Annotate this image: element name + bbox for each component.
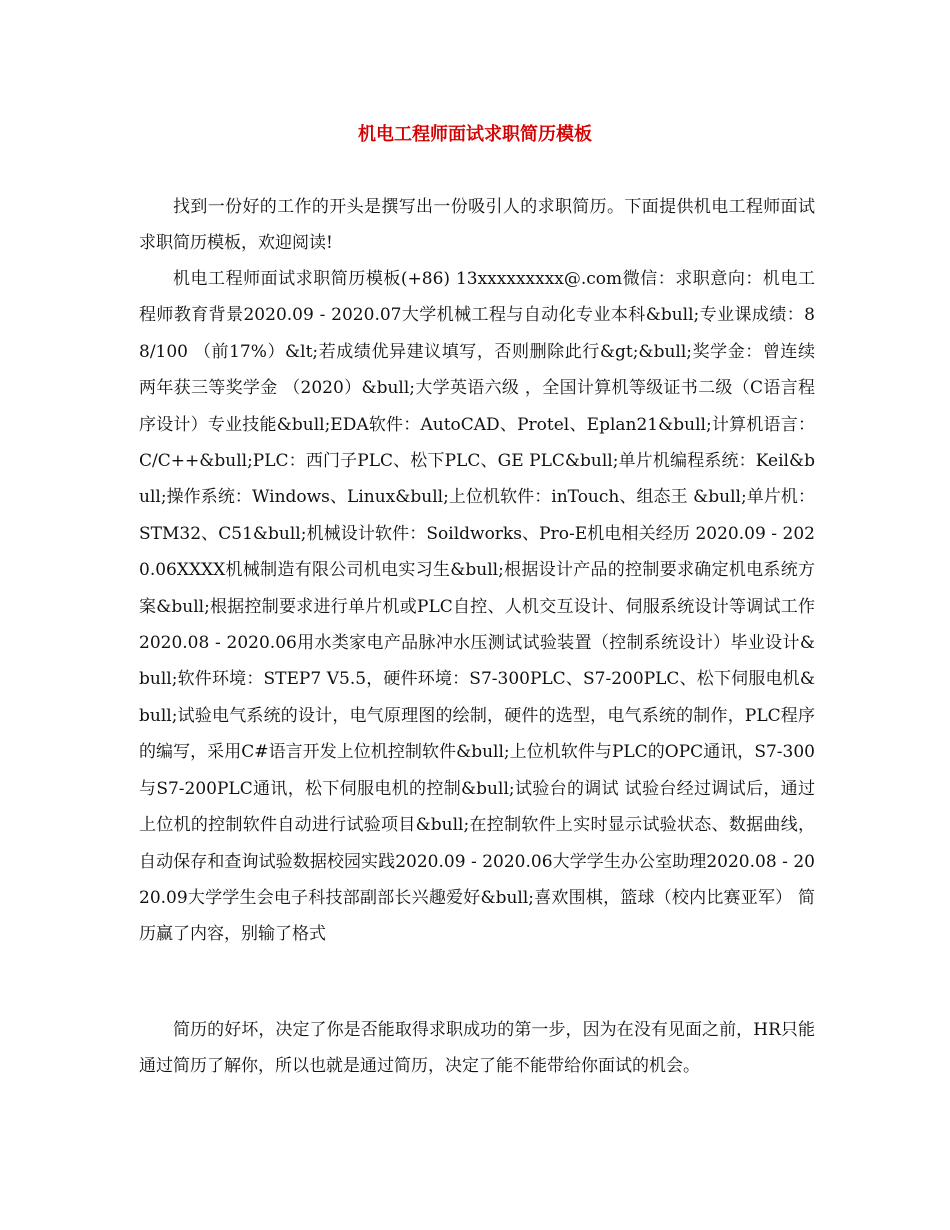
intro-paragraph: 找到一份好的工作的开头是撰写出一份吸引人的求职简历。下面提供机电工程师面试求职简历模板，欢迎阅读! bbox=[139, 197, 815, 254]
closing-paragraph: 简历的好坏，决定了你是否能取得求职成功的第一步，因为在没有见面之前，HR只能通过简历了解你，所以也就是通过简历，决定了能不能带给你面试的机会。 bbox=[139, 1020, 815, 1077]
resume-template-paragraph: 机电工程师面试求职简历模板(+86) 13xxxxxxxxx@.com微信：求职意向：机电工程师教育背景2020.09 - 2020.07大学机械工程与自动化专业本科&bull;专业课成绩：88/100 （前17%）&lt;若成绩优异建议填写，否则删除此行&gt;&bull;奖学金：曾连续两年获三等奖学金 （2020）&bull;大学英语六级 ，全国计算机等级证书二级（C语言程序设计）专业技能&bull;EDA软件：AutoCAD、Protel、Eplan21&bull;计算机语言：C/C++&bull;PLC：西门子PLC、松下PLC、GE PLC&bull;单片机编程系统：Keil&bull;操作系统：Windows、Linux&bull;上位机软件：inTouch、组态王 &bull;单片机：STM32、C51&bull;机械设计软件：Soildworks、Pro-E机电相关经历 2020.09 - 2020.06XXXX机械制造有限公司机电实习生&bull;根据设计产品的控制要求确定机电系统方案&bull;根据控制要求进行单片机或PLC自控、人机交互设计、伺服系统设计等调试工作2020.08 - 2020.06用水类家电产品脉冲水压测试试验装置（控制系统设计）毕业设计&bull;软件环境：STEP7 V5.5，硬件环境：S7-300PLC、S7-200PLC、松下伺服电机&bull;试验电气系统的设计，电气原理图的绘制，硬件的选型，电气系统的制作，PLC程序的编写，采用C#语言开发上位机控制软件&bull;上位机软件与PLC的OPC通讯，S7-300与S7-200PLC通讯，松下伺服电机的控制&bull;试验台的调试 试验台经过调试后，通过上位机的控制软件自动进行试验项目&bull;在控制软件上实时显示试验状态、数据曲线，自动保存和查询试验数据校园实践2020.09 - 2020.06大学学生办公室助理2020.08 - 2020.09大学学生会电子科技部副部长兴趣爱好&bull;喜欢围棋，篮球（校内比赛亚军） 简历赢了内容，别输了格式 bbox=[139, 269, 815, 945]
document-title: 机电工程师面试求职简历模板 bbox=[358, 124, 592, 145]
